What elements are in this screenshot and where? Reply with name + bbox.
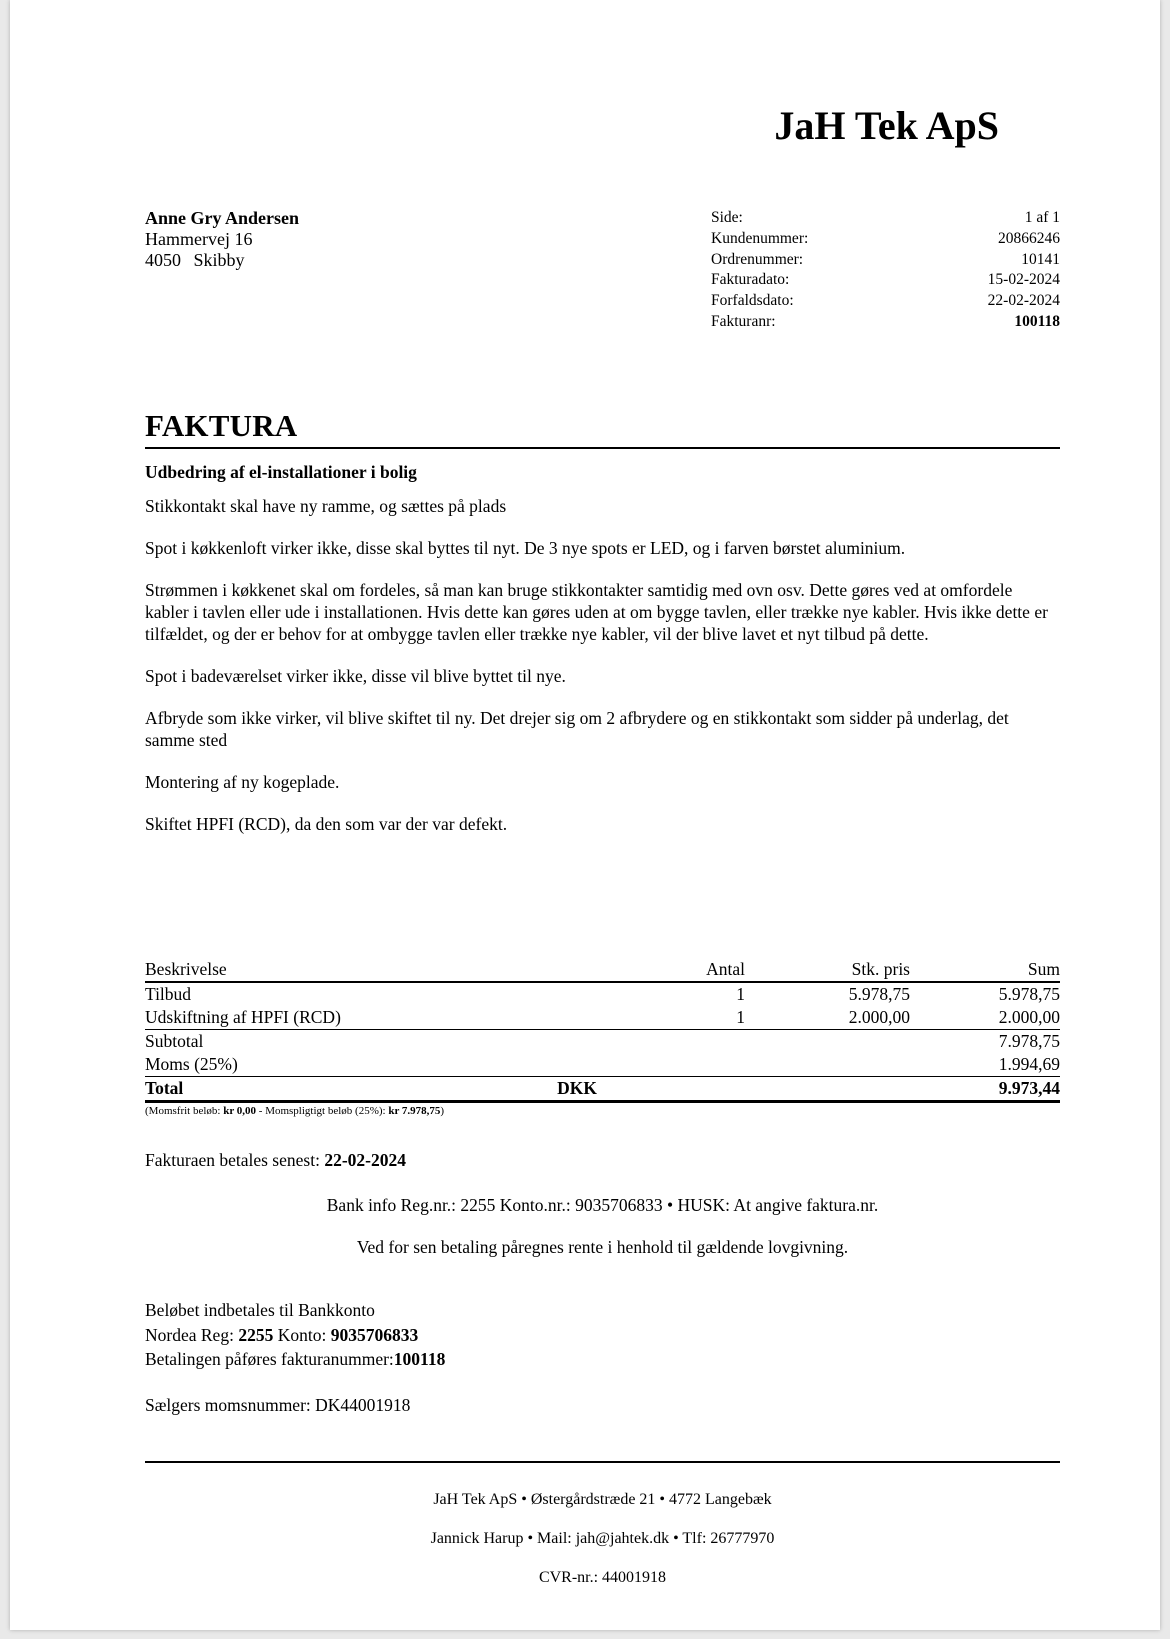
- header-description: Beskrivelse: [145, 958, 595, 982]
- subtotal-row: Subtotal 7.978,75: [145, 1031, 1060, 1051]
- description-paragraph: Montering af ny kogeplade.: [145, 772, 340, 792]
- description-paragraph: Skiftet HPFI (RCD), da den som var der var defekt.: [145, 814, 508, 834]
- meta-row-invoice-number: Fakturanr: 100118: [711, 312, 1060, 330]
- invoice-subject: Udbedring af el-installationer i bolig: [145, 462, 417, 482]
- header-quantity: Antal: [595, 958, 745, 982]
- customer-city-line: [145, 250, 299, 271]
- invoice-description: [145, 495, 1060, 855]
- total-amount: 9.973,44: [910, 1077, 1060, 1102]
- total-row: Total DKK 9.973,44: [145, 1077, 1060, 1102]
- vat-note: (Momsfrit beløb: kr 0,00 - Momspligtigt beløb (25%): kr 7.978,75): [145, 1105, 445, 1117]
- bank-info: Bank info Reg.nr.: 2255 Konto.nr.: 9035706833 • HUSK: At angive faktura.nr.: [326, 1195, 879, 1215]
- footer-address: JaH Tek ApS • Østergårdstræde 21 • 4772 Langebæk: [433, 1491, 772, 1508]
- payment-due: Fakturaen betales senest: 22-02-2024: [145, 1150, 406, 1170]
- due-date: 22-02-2024: [324, 1150, 406, 1170]
- table-row: Tilbud 1 5.978,75 5.978,75: [145, 984, 1060, 1004]
- table-row: Udskiftning af HPFI (RCD) 1 2.000,00 2.000,00: [145, 1006, 1060, 1030]
- vat-row: Moms (25%) 1.994,69: [145, 1053, 1060, 1077]
- late-payment-note: Ved for sen betaling påregnes rente i henhold til gældende lovgivning.: [356, 1237, 849, 1257]
- description-paragraph: Strømmen i køkkenet skal om fordeles, så man kan bruge stikkontakter samtidig med ovn osv. Dette gøres ved at omfordele kabler i tavlen eller ude i installationen. Hvis dette kan gøres uden at om bygge tavlen, eller trække nye kabler. Hvis ikke dette er tilfældet, og der er behov for at ombygge tavlen eller trække nye kabler, vil der blive lavet et nyt tilbud på dette.: [145, 580, 1048, 644]
- meta-row: Forfaldsdato: 22-02-2024: [711, 292, 1060, 310]
- customer-postal: 4050: [145, 250, 181, 270]
- title-divider: [145, 447, 1060, 449]
- header-unit-price: Stk. pris: [745, 958, 910, 982]
- invoice-meta: [711, 208, 1060, 333]
- invoice-title: FAKTURA: [145, 408, 298, 443]
- header-sum: Sum: [910, 958, 1060, 982]
- customer-city: Skibby: [193, 250, 245, 270]
- customer-street: Hammervej 16: [145, 229, 253, 249]
- footer-divider: [145, 1461, 1060, 1463]
- company-name: JaH Tek ApS: [774, 103, 999, 148]
- customer-address: [145, 208, 299, 271]
- description-paragraph: Spot i køkkenloft virker ikke, disse skal byttes til nyt. De 3 nye spots er LED, og i farven børstet aluminium.: [145, 538, 906, 558]
- description-paragraph: Afbryde som ikke virker, vil blive skiftet til ny. Det drejer sig om 2 afbrydere og en stikkontakt som sidder på underlag, det samme sted: [145, 708, 1009, 750]
- footer-cvr: CVR-nr.: 44001918: [538, 1569, 667, 1586]
- customer-name: Anne Gry Andersen: [145, 208, 300, 228]
- bank-account-line: Nordea Reg: 2255 Konto: 9035706833: [145, 1324, 419, 1345]
- meta-row: Kundenummer: 20866246: [711, 229, 1060, 247]
- meta-row: Side: 1 af 1: [711, 209, 1060, 226]
- table-header-row: [145, 958, 1060, 982]
- bank-block: Beløbet indbetales til Bankkonto Nordea Reg: 2255 Konto: 9035706833 Betalingen påføres fakturanummer:100118: [145, 1298, 445, 1372]
- footer-contact: Jannick Harup • Mail: jah@jahtek.dk • Tlf: 26777970: [430, 1530, 775, 1547]
- invoice-page: [10, 0, 1160, 1630]
- currency: DKK: [557, 1078, 597, 1098]
- meta-row: Ordrenummer: 10141: [711, 250, 1060, 268]
- payment-reference-line: Betalingen påføres fakturanummer:100118: [145, 1349, 446, 1369]
- seller-vat: Sælgers momsnummer: DK44001918: [145, 1395, 411, 1415]
- description-paragraph: Stikkontakt skal have ny ramme, og sættes på plads: [145, 496, 507, 516]
- description-paragraph: Spot i badeværelset virker ikke, disse vil blive byttet til nye.: [145, 666, 566, 686]
- line-items-table: [145, 958, 1060, 1103]
- meta-row: Fakturadato: 15-02-2024: [711, 271, 1060, 289]
